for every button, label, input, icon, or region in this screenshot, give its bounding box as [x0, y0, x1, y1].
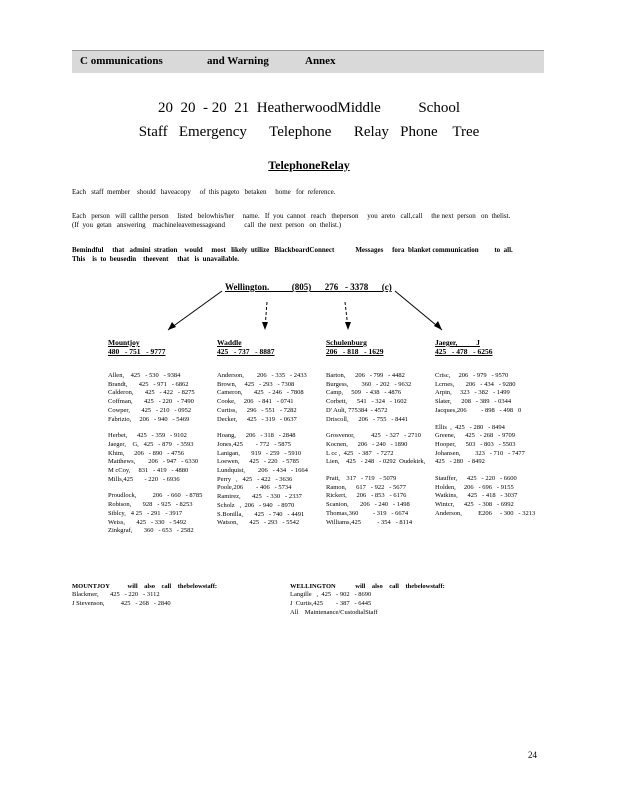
- staff-contact-row: Poole,206 - 406 - 5734: [217, 484, 292, 492]
- staff-contact-row: Jacques,206 - 898 - 498 0: [435, 406, 522, 414]
- staff-contact-row: Cowper, 425 - 210 - 0952: [108, 406, 192, 414]
- staff-contact-row: Watkins, 425 - 418 - 3037: [435, 492, 518, 500]
- column-rows: [326, 372, 436, 527]
- column-lead-phone: 425 - 737 - 8887: [217, 347, 275, 356]
- staff-contact-row: All Maintenance/CustodialStaff: [290, 609, 378, 616]
- also-call-wellington: [290, 583, 445, 617]
- staff-contact-row: Ramirez, 425 - 330 - 2337: [217, 493, 302, 501]
- header-warning: and Warning: [207, 55, 269, 67]
- staff-contact-row: Brown, 425 - 293 - 7308: [217, 380, 295, 388]
- arrow-to-mountjoy: [168, 291, 222, 330]
- staff-contact-row: Thomas,360 - 319 - 6674: [326, 509, 409, 517]
- staff-contact-row: Decker, 425 - 319 - 0637: [217, 415, 297, 423]
- column-mountjoy: [108, 338, 218, 536]
- page-number: 24: [528, 750, 537, 760]
- column-lead-name: Schulenburg: [326, 338, 367, 347]
- row-gap: [108, 424, 218, 432]
- staff-contact-row: Proudlock, 206 - 660 - 8785: [108, 492, 203, 500]
- document-title-line-2: Staff Emergency Telephone Relay Phone Tree: [138, 124, 480, 140]
- arrowhead-jaeger-icon: [434, 321, 442, 330]
- staff-contact-row: 425 - 280 - 8492: [435, 458, 485, 466]
- staff-contact-row: Lundquist, 206 - 434 - 1664: [217, 467, 308, 475]
- arrowhead-mountjoy-icon: [168, 322, 176, 330]
- instruction-paragraph-1: Each staff member should haveacopy of this pageto betaken home for reference.: [72, 188, 336, 196]
- row-gap: [326, 467, 436, 475]
- telephone-relay-heading-text: TelephoneRelay: [268, 158, 350, 172]
- staff-contact-row: Williams,425 - 354 - 8114: [326, 518, 413, 526]
- staff-contact-row: Fabrizio, 206 - 940 - 5469: [108, 415, 190, 423]
- staff-contact-row: Holden, 206 - 696 - 9155: [435, 483, 514, 491]
- staff-contact-row: Hooper, 503 - 803 - 5503: [435, 440, 516, 448]
- staff-contact-row: Cameron, 425 - 246 - 7808: [217, 389, 304, 397]
- column-lead-phone: 425 - 478 - 6256: [435, 347, 493, 356]
- staff-contact-row: Perry , 425 - 422 - 3636: [217, 475, 293, 483]
- staff-contact-row: Grosvenor, 425 - 327 - 2710: [326, 432, 421, 440]
- staff-contact-row: Crisc, 206 - 979 - 9570: [435, 372, 509, 379]
- column-waddle: [217, 338, 327, 528]
- instruction-paragraph-3: Bemindful that admini stration would most likely utilize BlackboardConnect Messages fora blanket communication to all. This is to beusedin theevent that is unavailable.: [72, 246, 515, 263]
- also-call-mountjoy: [72, 583, 217, 608]
- staff-contact-row: S.Bonilla, 425 - 740 - 4491: [217, 510, 305, 518]
- staff-contact-row: Coffman, 425 - 220 - 7490: [108, 398, 194, 406]
- staff-contact-row: Khim, 206 - 890 - 4756: [108, 449, 185, 457]
- row-gap: [217, 424, 327, 432]
- column-lead-name: Jaeger, J: [435, 338, 480, 347]
- instruction-paragraph-2: Each person will callthe person listed belowhis/her name. If you cannot reach theperson you areto call,call the next person on thelist. (If you getan answering machineleavemessageand call the next person on thelist.): [72, 212, 516, 229]
- staff-contact-row: Cooke, 206 - 841 - 0741: [217, 398, 294, 406]
- staff-contact-row: J Curtis,425 - 387 - 6445: [290, 600, 372, 607]
- column-schulenburg: [326, 338, 436, 527]
- column-lead-name: Waddle: [217, 338, 242, 347]
- staff-contact-row: Robison, 928 - 925 - 8253: [108, 501, 193, 509]
- arrow-to-jaeger: [395, 291, 442, 330]
- column-lead-phone: 206 - 818 - 1629: [326, 347, 384, 356]
- staff-contact-row: Johansen, 323 - 710 - 7477: [435, 449, 525, 457]
- staff-contact-row: Pratt, 317 - 719 - 5079: [326, 475, 397, 483]
- staff-contact-row: Curtiss, 296 - 551 - 7282: [217, 406, 297, 414]
- column-rows: [435, 372, 545, 519]
- header-annex: Annex: [305, 55, 336, 67]
- header-communications: C ommunications: [80, 55, 163, 67]
- staff-contact-row: Anderson, 206 - 335 - 2433: [217, 372, 307, 379]
- staff-contact-row: Brandt, 425 - 971 - 6862: [108, 380, 189, 388]
- staff-contact-row: Kocnen, 206 - 240 - 1890: [326, 440, 408, 448]
- staff-contact-row: Greene, 425 - 268 - 9709: [435, 432, 515, 440]
- staff-contact-row: Scholz , 206 - 940 - 8970: [217, 501, 295, 509]
- staff-contact-row: L cc , 425 - 387 - 7272: [326, 449, 394, 457]
- also-call-heading: WELLINGTON will also call thebelowstaff:: [290, 583, 445, 590]
- staff-contact-row: Wintcr, 425 - 308 - 6992: [435, 501, 514, 509]
- staff-contact-row: Allen, 425 - 530 - 9384: [108, 372, 181, 379]
- staff-contact-row: Anderson, E206 - 300 - 3213: [435, 509, 536, 517]
- staff-contact-row: Corbett, 541 - 324 - 1602: [326, 398, 407, 406]
- tree-root-wellington: Wellington. (805) 276 - 3378 (c): [225, 282, 392, 292]
- staff-contact-row: Camp, 509 - 438 - 4876: [326, 389, 402, 397]
- row-gap: [435, 416, 545, 424]
- staff-contact-row: Siblcy, 4 25 - 291 - 3917: [108, 509, 183, 517]
- staff-contact-row: Zinkgraf, 360 - 653 - 2582: [108, 527, 194, 535]
- staff-contact-row: M cCoy, 831 - 419 - 4880: [108, 467, 189, 475]
- staff-contact-row: Barton, 206 - 799 - 4482: [326, 372, 405, 379]
- staff-contact-row: Watson, 425 - 293 - 5542: [217, 519, 300, 527]
- staff-contact-row: Burgess, 360 - 202 - 9632: [326, 380, 412, 388]
- column-rows: [108, 372, 218, 536]
- arrowhead-waddle-icon: [262, 322, 268, 330]
- staff-contact-row: Herbet, 425 - 359 - 9102: [108, 432, 187, 440]
- arrowhead-schulenburg-icon: [345, 322, 351, 330]
- column-lead-phone: 480 - 751 - 9777: [108, 347, 166, 356]
- column-rows: [217, 372, 327, 528]
- also-call-rows: [72, 590, 217, 608]
- staff-contact-row: Lanigan, 919 - 259 - 5910: [217, 449, 302, 457]
- staff-contact-row: Blackmer, 425 - 220 - 3112: [72, 591, 160, 598]
- row-gap: [435, 467, 545, 475]
- staff-contact-row: Ramon, 617 - 922 - 5677: [326, 483, 406, 491]
- staff-contact-row: Calderon, 425 - 422 - 8275: [108, 389, 195, 397]
- also-call-heading: MOUNTJOY will also call thebelowstaff:: [72, 583, 218, 590]
- staff-contact-row: Weiss, 425 - 330 - 5492: [108, 518, 187, 526]
- staff-contact-row: Langille , 425 - 902 - 8690: [290, 591, 372, 598]
- column-lead-name: Mountjoy: [108, 338, 140, 347]
- staff-contact-row: D' Ault, 775384 - 4572: [326, 406, 388, 414]
- staff-contact-row: Rickert, 206 - 853 - 6176: [326, 492, 407, 500]
- staff-contact-row: Jaeger, G, 425 - 879 - 3593: [108, 440, 194, 448]
- staff-contact-row: Lien, 425 - 248 - 0292 Oudekirk,: [326, 458, 426, 466]
- staff-contact-row: Matthews, 206 - 947 - 6330: [108, 458, 199, 466]
- staff-contact-row: Driscoll, 206 - 755 - 8441: [326, 415, 409, 423]
- column-jaeger: [435, 338, 545, 519]
- staff-contact-row: Lcrnes, 206 - 434 - 9280: [435, 380, 516, 388]
- staff-contact-row: Stauffer, 425 - 220 - 6600: [435, 475, 517, 483]
- staff-contact-row: Scanion, 206 - 240 - 1498: [326, 501, 410, 509]
- staff-contact-row: Slater, 208 - 389 - 0344: [435, 398, 512, 406]
- row-gap: [108, 484, 218, 492]
- staff-contact-row: J Stevenson, 425 - 268 - 2840: [72, 600, 171, 607]
- document-title-line-1: 20 20 - 20 21 HeatherwoodMiddle School: [157, 100, 461, 116]
- staff-contact-row: Loewen, 425 - 220 - 5785: [217, 458, 300, 466]
- staff-contact-row: Ellis , 425 - 280 - 8494: [435, 423, 505, 431]
- staff-contact-row: Arpin, 323 - 382 - 1499: [435, 389, 510, 397]
- staff-contact-row: Jones,425 - 772 - 5875: [217, 440, 292, 448]
- row-gap: [326, 424, 436, 432]
- staff-contact-row: Hoang, 206 - 318 - 2848: [217, 432, 296, 440]
- also-call-rows: [290, 590, 445, 617]
- staff-contact-row: Mills,425 - 220 - 6936: [108, 475, 180, 483]
